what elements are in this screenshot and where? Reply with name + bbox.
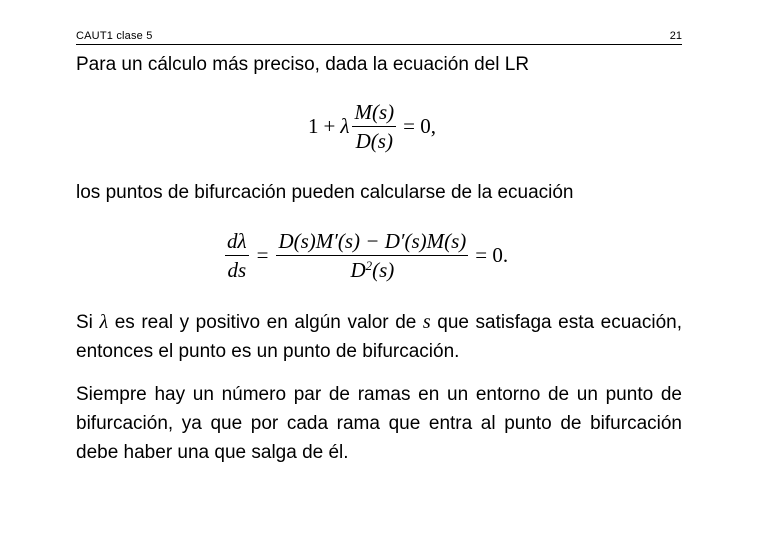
- p3-part3: que satisfaga esta ecuación, entonces el punto es un punto de bifurcación.: [76, 312, 682, 362]
- header-rule: [76, 44, 682, 45]
- bifurcation-intro-text: los puntos de bifurcación pueden calcularse de la ecuación: [76, 182, 574, 203]
- eq2-rhs: = 0.: [475, 243, 509, 267]
- eq2-den-base: D: [350, 258, 366, 282]
- eq2-lhs-fraction: [225, 229, 249, 282]
- eq1-rhs: = 0,: [403, 114, 436, 138]
- intro-text: Para un cálculo más preciso, dada la ecuación del LR: [76, 54, 530, 75]
- eq1-one: 1: [308, 114, 319, 138]
- eq2-den-arg: (s): [372, 258, 395, 282]
- eq2-lhs-numerator: dλ: [227, 229, 247, 253]
- slide-header-course: CAUT1 clase 5: [76, 30, 153, 42]
- eq1-fraction: [352, 100, 396, 153]
- p3-s: s: [422, 311, 431, 333]
- p3-lambda: λ: [99, 311, 109, 333]
- paragraph-even-branches: Siempre hay un número par de ramas en un entorno de un punto de bifurcación, ya que por cada rama que entra al punto de bifurcación debe haber una que salga de él.: [76, 384, 682, 463]
- p3-part1: Si: [76, 312, 100, 333]
- eq2-rhs-denominator: [348, 256, 396, 282]
- eq1-numerator: M(s): [354, 100, 395, 124]
- eq2-den-exp: 2: [365, 258, 373, 273]
- eq2-rhs-fraction: [276, 229, 468, 282]
- p3-part2: es real y positivo en algún valor de: [108, 312, 423, 333]
- equation-bifurcation: [222, 229, 508, 282]
- paragraph-real-positive: [76, 308, 682, 366]
- equation-root-locus: [308, 100, 436, 153]
- eq2-equals: =: [256, 243, 269, 267]
- eq2-rhs-numerator: D(s)M′(s) − D′(s)M(s): [278, 229, 467, 253]
- slide-page-number: 21: [669, 30, 682, 42]
- eq2-lhs-denominator: ds: [227, 258, 247, 282]
- eq1-denominator: D(s): [355, 129, 393, 153]
- eq1-plus: +: [323, 114, 336, 138]
- eq1-lambda: λ: [340, 114, 350, 138]
